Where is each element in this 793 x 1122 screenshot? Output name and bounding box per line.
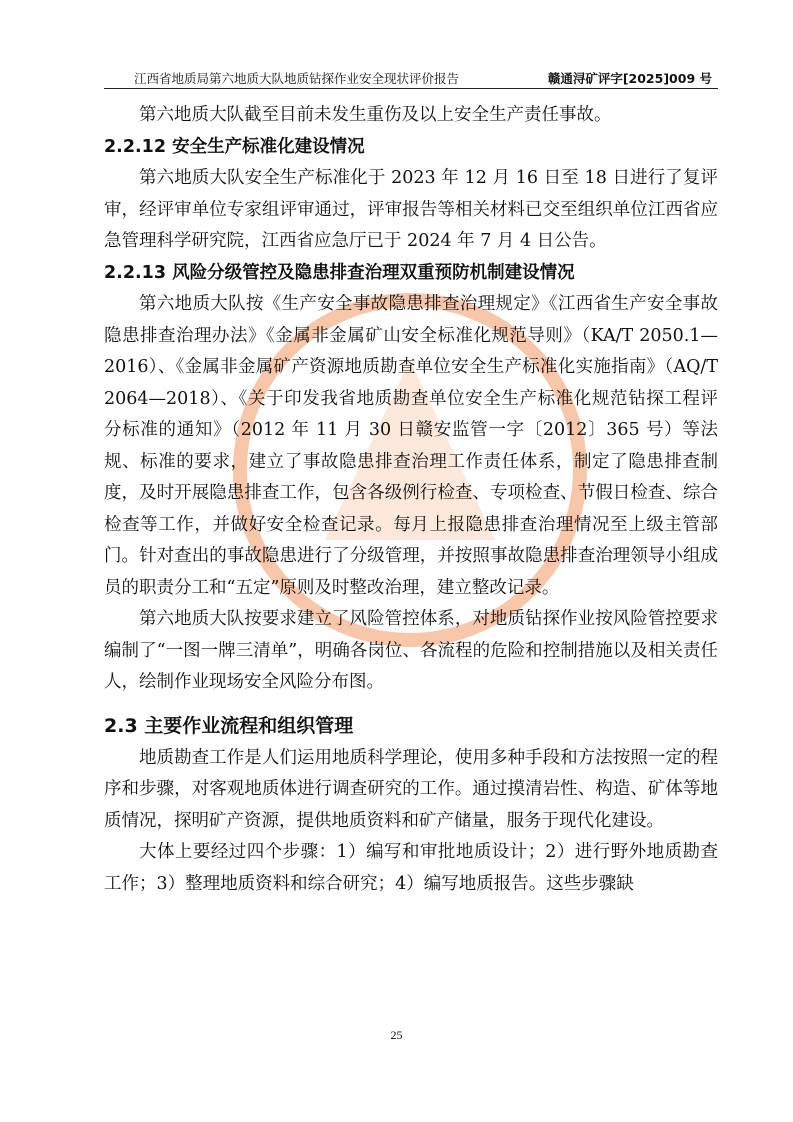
- page-number: 25: [390, 1028, 403, 1042]
- paragraph-geological-survey: 地质勘查工作是人们运用地质科学理论，使用多种手段和方法按照一定的程序和步骤，对客观地质体进行调查研究的工作。通过摸清岩性、构造、矿体等地质情况，探明矿产资源，提供地质资料和矿产储量，服务于现代化建设。: [104, 747, 718, 831]
- header-report-code: 赣通浔矿评字[2025]009 号: [547, 71, 712, 86]
- section-heading-2-2-13: 2.2.13 风险分级管控及隐患排查治理双重预防机制建设情况: [104, 262, 575, 283]
- header-report-title: 江西省地质局第六地质大队地质钻探作业安全现状评价报告: [134, 71, 460, 86]
- paragraph-standardization: 第六地质大队安全生产标准化于 2023 年 12 月 16 日至 18 日进行了复评审，经评审单位专家组评审通过，评审报告等相关材料已交至组织单位江西省应急管理科学研究院，江西省应急厅已于 2024 年 7 月 4 日公告。: [104, 168, 718, 251]
- section-heading-2-3: 2.3 主要作业流程和组织管理: [104, 714, 354, 737]
- paragraph-risk-control: 第六地质大队按要求建立了风险管控体系，对地质钻探作业按风险管控要求编制了“一图一牌三清单”，明确各岗位、各流程的危险和控制措施以及相关责任人，绘制作业现场安全风险分布图。: [104, 609, 718, 692]
- paragraph-four-steps: 大体上要经过四个步骤：1）编写和审批地质设计；2）进行野外地质勘查工作；3）整理地质资料和综合研究；4）编写地质报告。这些步骤缺: [104, 842, 718, 894]
- document-body: [104, 100, 718, 900]
- paragraph-accident-record: 第六地质大队截至目前未发生重伤及以上安全生产责任事故。: [139, 105, 612, 125]
- page-header: [104, 66, 718, 89]
- section-heading-2-2-12: 2.2.12 安全生产标准化建设情况: [104, 136, 365, 157]
- paragraph-hazard-investigation: 第六地质大队按《生产安全事故隐患排查治理规定》《江西省生产安全事故隐患排查治理办法》《金属非金属矿山安全标准化规范导则》（KA/T 2050.1—2016）、《金属非金属矿产资源地质勘查单位安全生产标准化实施指南》（AQ/T 2064—2018）、《关于印发我省地质勘查单位安全生产标准化规范钻探工程评分标准的通知》（2012 年 11 月 30 日赣安监管一字〔2012〕365 号）等法规、标准的要求，建立了事故隐患排查治理工作责任体系，制定了隐患排查制度，及时开展隐患排查工作，包含各级例行检查、专项检查、节假日检查、综合检查等工作，并做好安全检查记录。每月上报隐患排查治理情况至上级主管部门。针对查出的事故隐患进行了分级管理，并按照事故隐患排查治理领导小组成员的职责分工和“五定”原则及时整改治理，建立整改记录。: [104, 294, 718, 598]
